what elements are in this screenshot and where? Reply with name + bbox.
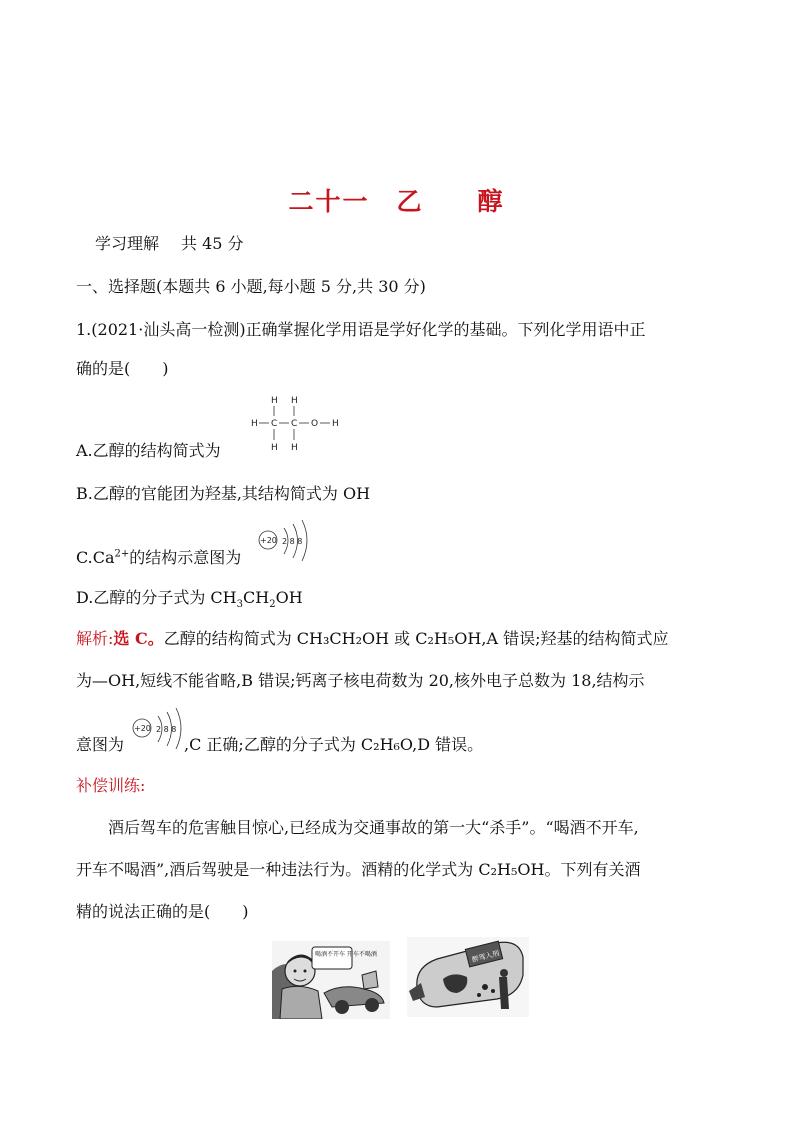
option-d-ch: CH xyxy=(243,588,270,607)
part1-heading: 一、选择题(本题共 6 小题,每小题 5 分,共 30 分) xyxy=(76,277,426,296)
ion-nucleus-2: +20 xyxy=(134,724,151,733)
supplement-heading: 补偿训练: xyxy=(76,776,146,795)
option-c-charge: 2+ xyxy=(114,548,130,560)
h-bottom-1: H xyxy=(271,443,278,453)
ca-ion-svg xyxy=(256,514,316,562)
ca-ion-diagram-analysis xyxy=(130,702,190,754)
question1-stem-line1: 1.(2021·汕头高一检测)正确掌握化学用语是学好化学的基础。下列化学用语中正 xyxy=(76,320,646,339)
question1-stem-line2: 确的是( ) xyxy=(76,359,169,378)
option-d-prefix: D.乙醇的分子式为 CH xyxy=(76,588,237,607)
option-d-sub2: 2 xyxy=(269,599,276,611)
cartoon-right-svg xyxy=(407,937,529,1017)
cartoon-left-svg xyxy=(272,941,390,1019)
analysis-answer: 选 C。 xyxy=(113,629,164,648)
supplement-line3: 精的说法正确的是( ) xyxy=(76,902,249,921)
analysis-line3-suffix: ,C 正确;乙醇的分子式为 C₂H₆O,D 错误。 xyxy=(184,735,484,754)
option-c-suffix: 的结构示意图为 xyxy=(129,548,242,567)
ion-nucleus: +20 xyxy=(260,536,277,545)
ethanol-structural-formula xyxy=(246,392,346,458)
option-c-prefix: C.Ca xyxy=(76,548,115,567)
h-top-1: H xyxy=(271,396,278,406)
drunk-driving-cartoon-right xyxy=(407,937,529,1017)
right-sign-text: 醉驾入刑 xyxy=(471,949,501,964)
option-a-text: A.乙醇的结构简式为 xyxy=(76,441,221,460)
option-d-sub1: 3 xyxy=(236,599,244,611)
h-left: H xyxy=(251,419,258,429)
h-bottom-2: H xyxy=(291,443,298,453)
section-name: 学习理解 xyxy=(95,234,160,253)
option-d-suffix: OH xyxy=(275,588,303,607)
h-right: H xyxy=(332,419,339,429)
analysis-line2: 为—OH,短线不能省略,B 错误;钙离子核电荷数为 20,核外电子总数为 18,结构示 xyxy=(76,671,645,690)
analysis-line1 xyxy=(76,626,668,649)
drunk-driving-cartoon-left xyxy=(272,941,390,1019)
h-top-2: H xyxy=(291,396,298,406)
ion-shells-2: 2 8 8 xyxy=(156,725,177,734)
analysis-text-1: 乙醇的结构简式为 CH₃CH₂OH 或 C₂H₅OH,A 错误;羟基的结构简式应 xyxy=(163,629,669,648)
analysis-line3-prefix: 意图为 xyxy=(76,735,125,754)
section-score: 共 45 分 xyxy=(181,234,244,253)
ca-ion-svg-2 xyxy=(130,702,190,750)
analysis-label: 解析: xyxy=(76,629,114,648)
supplement-line1: 酒后驾车的危害触目惊心,已经成为交通事故的第一大“杀手”。“喝酒不开车, xyxy=(108,818,639,837)
ion-shells: 2 8 8 xyxy=(282,537,303,546)
c-1: C xyxy=(271,419,278,429)
option-b-text: B.乙醇的官能团为羟基,其结构简式为 OH xyxy=(76,484,371,503)
section-heading xyxy=(95,231,244,254)
structure-svg xyxy=(246,392,346,454)
c-2: C xyxy=(291,419,298,429)
option-d-text xyxy=(76,585,303,610)
page-title: 二十一 乙 醇 xyxy=(288,187,505,216)
supplement-line2: 开车不喝酒”,酒后驾驶是一种违法行为。酒精的化学式为 C₂H₅OH。下列有关酒 xyxy=(76,860,641,879)
left-sign-text: 喝酒不开车 开车不喝酒 xyxy=(315,951,377,958)
option-c-text xyxy=(76,545,241,568)
o-atom: O xyxy=(311,419,319,429)
ca-ion-diagram xyxy=(256,514,316,566)
